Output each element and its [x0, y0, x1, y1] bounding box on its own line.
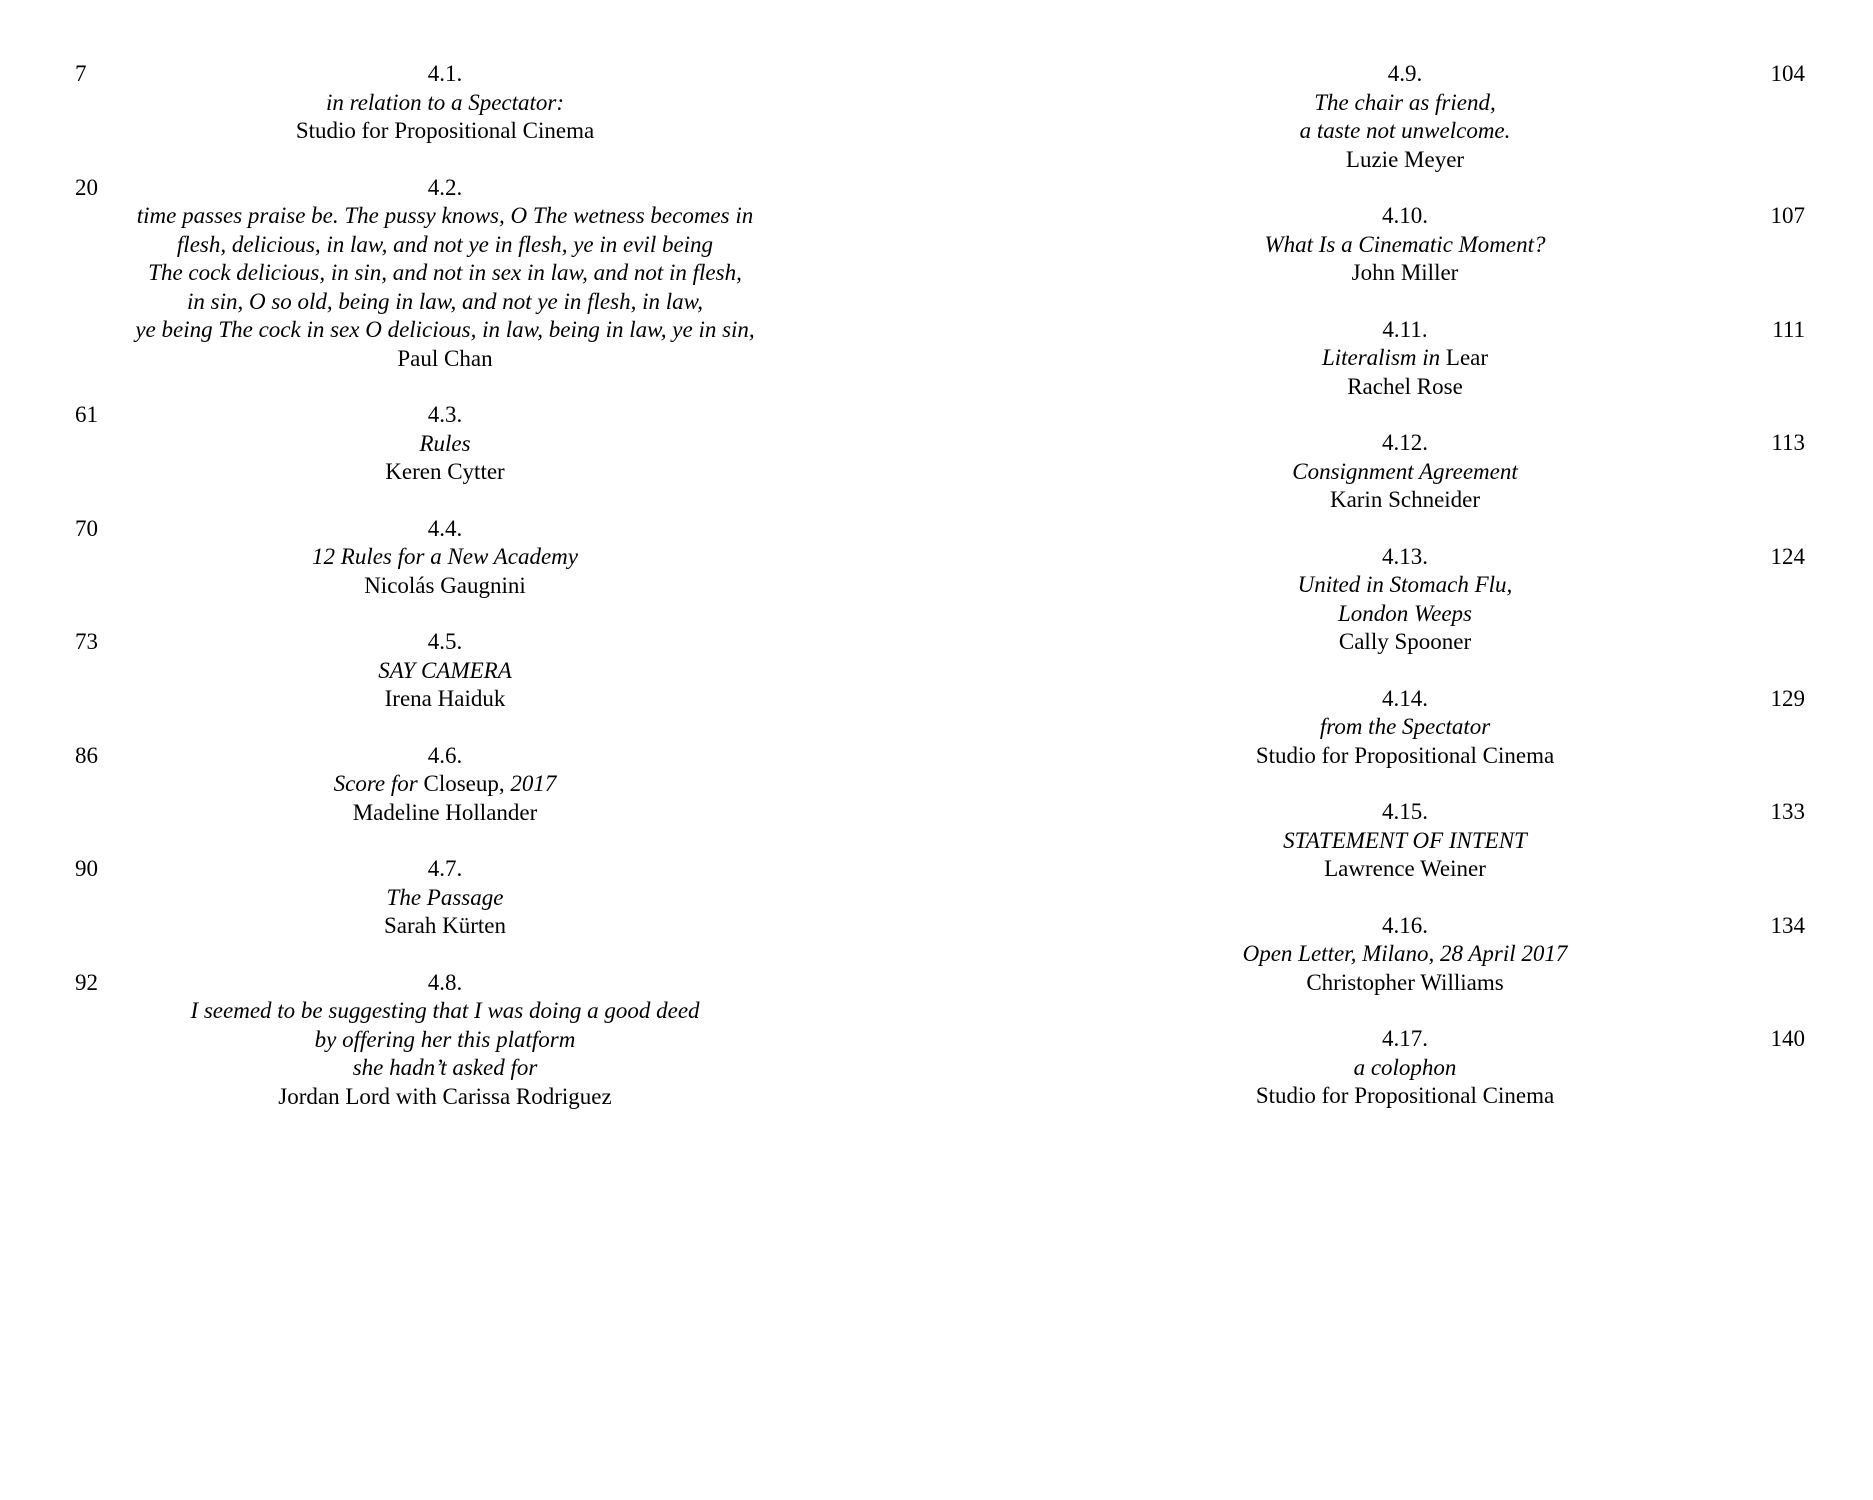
entry-author: Studio for Propositional Cinema	[1255, 742, 1555, 768]
entry-title-line	[1005, 344, 1805, 373]
toc-entry-4-14	[1005, 685, 1805, 771]
entry-title-line	[1005, 600, 1805, 629]
title-segment: flesh, delicious, in law, and not ye in flesh, ye in evil being	[176, 231, 714, 257]
entry-author: Rachel Rose	[1347, 373, 1463, 399]
title-segment: Score for	[333, 771, 424, 796]
title-segment: 12 Rules for a New Academy	[312, 544, 578, 569]
page-number: 133	[1770, 799, 1805, 824]
entry-number: 4.14.	[1382, 685, 1428, 711]
title-segment: in relation to a Spectator:	[325, 89, 565, 115]
title-segment: she hadn’t asked for	[352, 1055, 538, 1080]
page-number: 111	[1772, 316, 1805, 342]
toc-entry-4-3	[75, 401, 815, 487]
entry-number: 4.1.	[427, 61, 463, 86]
entry-title-line	[75, 884, 815, 913]
entry-number: 4.12.	[1382, 430, 1428, 455]
entry-number: 4.11.	[1382, 316, 1428, 342]
entry-number: 4.15.	[1382, 799, 1428, 824]
toc-entry-4-10	[1005, 202, 1805, 288]
entry-number: 4.8.	[427, 969, 463, 995]
toc-entry-4-15	[1005, 798, 1805, 884]
entry-title-line	[1005, 571, 1805, 600]
title-segment: 2017	[504, 771, 557, 796]
toc-entry-4-13	[1005, 543, 1805, 657]
entry-author: Studio for Propositional Cinema	[1255, 1083, 1555, 1108]
entry-title-line	[1005, 1054, 1805, 1083]
title-segment: STATEMENT OF INTENT	[1283, 827, 1527, 853]
page-number: 134	[1770, 912, 1805, 938]
entry-author: John Miller	[1351, 260, 1459, 285]
entry-author: Keren Cytter	[385, 459, 505, 484]
entry-author: Irena Haiduk	[384, 686, 506, 711]
entry-title-line	[75, 288, 815, 317]
entry-author: Madeline Hollander	[352, 799, 538, 825]
title-segment: a taste not unwelcome.	[1299, 118, 1511, 143]
toc-entry-4-8	[75, 969, 815, 1112]
title-segment: Literalism in	[1321, 345, 1446, 370]
entry-title-line	[1005, 117, 1805, 146]
entry-title-line	[1005, 940, 1805, 969]
title-segment: The Passage	[386, 884, 504, 910]
entry-number: 4.13.	[1382, 543, 1428, 569]
entry-title-line	[1005, 89, 1805, 118]
entry-number: 4.5.	[427, 629, 463, 654]
entry-title-line	[75, 543, 815, 572]
title-segment: Rules	[419, 430, 471, 456]
entry-title-line	[75, 89, 815, 118]
entry-number: 4.7.	[427, 856, 463, 881]
title-segment: Lear	[1445, 345, 1489, 370]
entry-author: Sarah Kürten	[384, 913, 506, 938]
entry-number: 4.16.	[1382, 912, 1428, 938]
page-number: 73	[75, 629, 98, 654]
entry-title-line	[75, 1026, 815, 1055]
title-segment: Open Letter, Milano, 28 April 2017	[1242, 941, 1568, 966]
entry-number: 4.17.	[1382, 1026, 1428, 1051]
entry-author: Christopher Williams	[1306, 969, 1504, 995]
entry-title-line	[75, 231, 815, 260]
title-segment: I seemed to be suggesting that I was doing a good deed	[190, 998, 700, 1023]
entry-author: Luzie Meyer	[1345, 146, 1465, 172]
title-segment: in sin, O so old, being in law, and not ye in flesh, in law,	[187, 288, 703, 314]
entry-number: 4.10.	[1382, 203, 1428, 228]
entry-title-line	[75, 430, 815, 459]
toc-right-page	[1005, 60, 1805, 1139]
entry-author: Cally Spooner	[1338, 629, 1472, 654]
entry-title-line	[75, 657, 815, 686]
page-number: 70	[75, 515, 98, 541]
title-segment: SAY CAMERA	[378, 657, 512, 683]
entry-title-line	[75, 316, 815, 345]
entry-title-line	[1005, 827, 1805, 856]
entry-title-line	[75, 202, 815, 231]
toc-entry-4-17	[1005, 1025, 1805, 1111]
page-number: 7	[75, 61, 87, 86]
toc-entry-4-5	[75, 628, 815, 714]
entry-number: 4.4.	[427, 515, 463, 541]
entry-title-line	[1005, 713, 1805, 742]
title-segment: a colophon	[1353, 1054, 1457, 1080]
entry-author: Jordan Lord with Carissa Rodriguez	[278, 1083, 612, 1109]
toc-entry-4-4	[75, 515, 815, 601]
entry-number: 4.2.	[427, 174, 463, 200]
entry-author: Nicolás Gaugnini	[364, 572, 526, 598]
page-number: 129	[1770, 685, 1805, 711]
toc-entry-4-9	[1005, 60, 1805, 174]
entry-title-line	[1005, 458, 1805, 487]
page-number: 107	[1770, 203, 1805, 228]
toc-entry-4-11	[1005, 316, 1805, 402]
toc-entry-4-7	[75, 855, 815, 941]
page-number: 92	[75, 969, 98, 995]
title-segment: by offering her this platform	[314, 1026, 576, 1052]
entry-number: 4.3.	[427, 402, 463, 427]
page-number: 20	[75, 174, 98, 200]
page-number: 90	[75, 856, 98, 881]
title-segment: time passes praise be. The pussy knows, O The wetness becomes in	[136, 203, 754, 228]
title-segment: from the Spectator	[1319, 714, 1491, 739]
entry-number: 4.6.	[427, 742, 463, 768]
entry-number: 4.9.	[1387, 61, 1423, 86]
toc-entry-4-1	[75, 60, 815, 146]
title-segment: The cock delicious, in sin, and not in sex in law, and not in flesh,	[148, 260, 742, 285]
page-number: 104	[1770, 61, 1805, 86]
entry-author: Lawrence Weiner	[1324, 856, 1486, 881]
page-number: 61	[75, 402, 98, 427]
entry-author: Studio for Propositional Cinema	[295, 118, 595, 143]
entry-title-line	[1005, 231, 1805, 260]
toc-entry-4-12	[1005, 429, 1805, 515]
toc-entry-4-2	[75, 174, 815, 374]
toc-entry-4-16	[1005, 912, 1805, 998]
title-segment: Consignment Agreement	[1292, 458, 1518, 484]
title-segment: The chair as friend,	[1314, 89, 1496, 115]
toc-entry-4-6	[75, 742, 815, 828]
entry-author: Karin Schneider	[1329, 487, 1481, 512]
toc-left-page	[75, 60, 815, 1139]
title-segment: Closeup,	[423, 771, 505, 796]
title-segment: What Is a Cinematic Moment?	[1264, 231, 1546, 257]
title-segment: ye being The cock in sex O delicious, in law, being in law, ye in sin,	[135, 317, 755, 342]
title-segment: United in Stomach Flu,	[1297, 572, 1513, 597]
entry-title-line	[75, 770, 815, 799]
entry-title-line	[75, 997, 815, 1026]
page-number: 124	[1770, 543, 1805, 569]
entry-title-line	[75, 1054, 815, 1083]
page-number: 86	[75, 742, 98, 768]
page-number: 140	[1770, 1026, 1805, 1051]
page-number: 113	[1771, 430, 1805, 455]
entry-author: Paul Chan	[397, 345, 493, 371]
entry-title-line	[75, 259, 815, 288]
title-segment: London Weeps	[1338, 600, 1472, 626]
